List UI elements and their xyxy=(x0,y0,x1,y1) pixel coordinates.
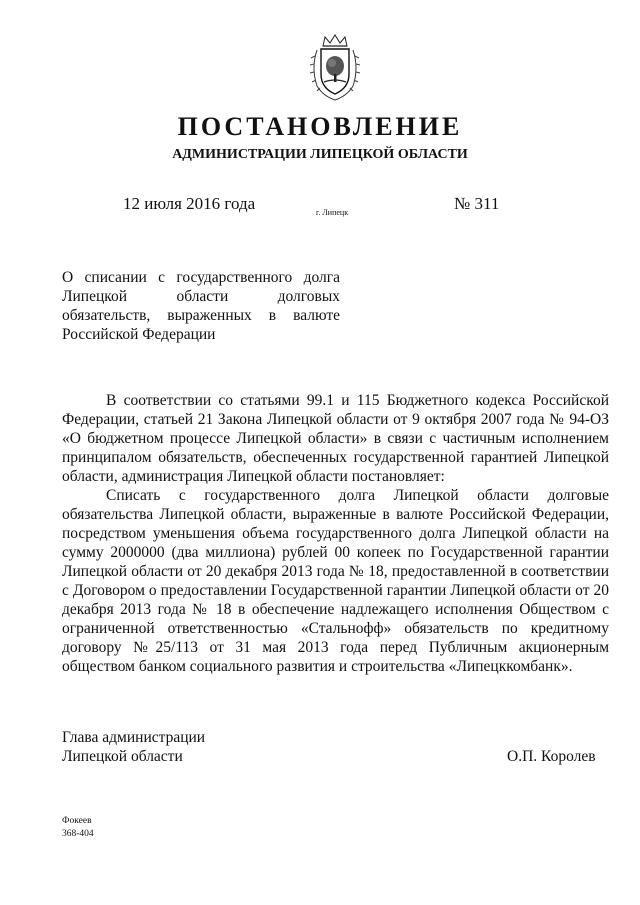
document-subtitle: АДМИНИСТРАЦИИ ЛИПЕЦКОЙ ОБЛАСТИ xyxy=(172,147,468,162)
executor-name: Фокеев xyxy=(62,816,92,826)
body-paragraph: В соответствии со статьями 99.1 и 115 Бюджетного кодекса Российской Федерации, статьей 21 Закона Липецкой области от 9 октября 2007 года № 94-ОЗ «О бюджетном процессе Липецкой области» в связи с частичным исполнением принципалом обязательств, обеспеченных государственной гарантией Липецкой области, администрация Липецкой области постановляет: xyxy=(62,392,609,485)
document-number: № 311 xyxy=(454,194,500,213)
document-place: г. Липецк xyxy=(316,208,349,217)
body-paragraph: Списать с государственного долга Липецкой области долговые обязательства Липецкой области, выраженные в валюте Российской Федерации, посредством уменьшения объема государственного долга Липецкой области на сумму 2000000 (два миллиона) рублей 00 копеек по Государственной гарантии Липецкой области от 20 декабря 2013 года № 18, предоставленной в соответствии с Договором о предоставлении Государственной гарантии Липецкой области от 20 декабря 2013 года № 18 в обеспечение надлежащего исполнения Обществом с ограниченной ответственностью «Стальнофф» обязательств по кредитному договору №25/113 от 31 мая 2013 года перед Публичным акционерным обществом банком социального развития и строительства «Липецккомбанк». xyxy=(62,487,609,675)
executor-info xyxy=(62,815,94,841)
signatory-position-line: Липецкой области xyxy=(62,748,183,765)
signatory-position-line: Глава администрации xyxy=(62,729,206,746)
signatory-position xyxy=(62,728,205,766)
document-title: ПОСТАНОВЛЕНИЕ xyxy=(177,112,463,141)
document-heading: О списании с государственного долга Липецкой области долговых обязательств, выраженных в валюте Российской Федерации xyxy=(62,269,340,343)
coat-of-arms-icon xyxy=(307,34,363,102)
executor-phone: 368-404 xyxy=(62,829,94,839)
document-date: 12 июля 2016 года xyxy=(123,194,256,213)
signatory-name: О.П. Королев xyxy=(507,748,596,765)
document-body xyxy=(62,391,609,676)
